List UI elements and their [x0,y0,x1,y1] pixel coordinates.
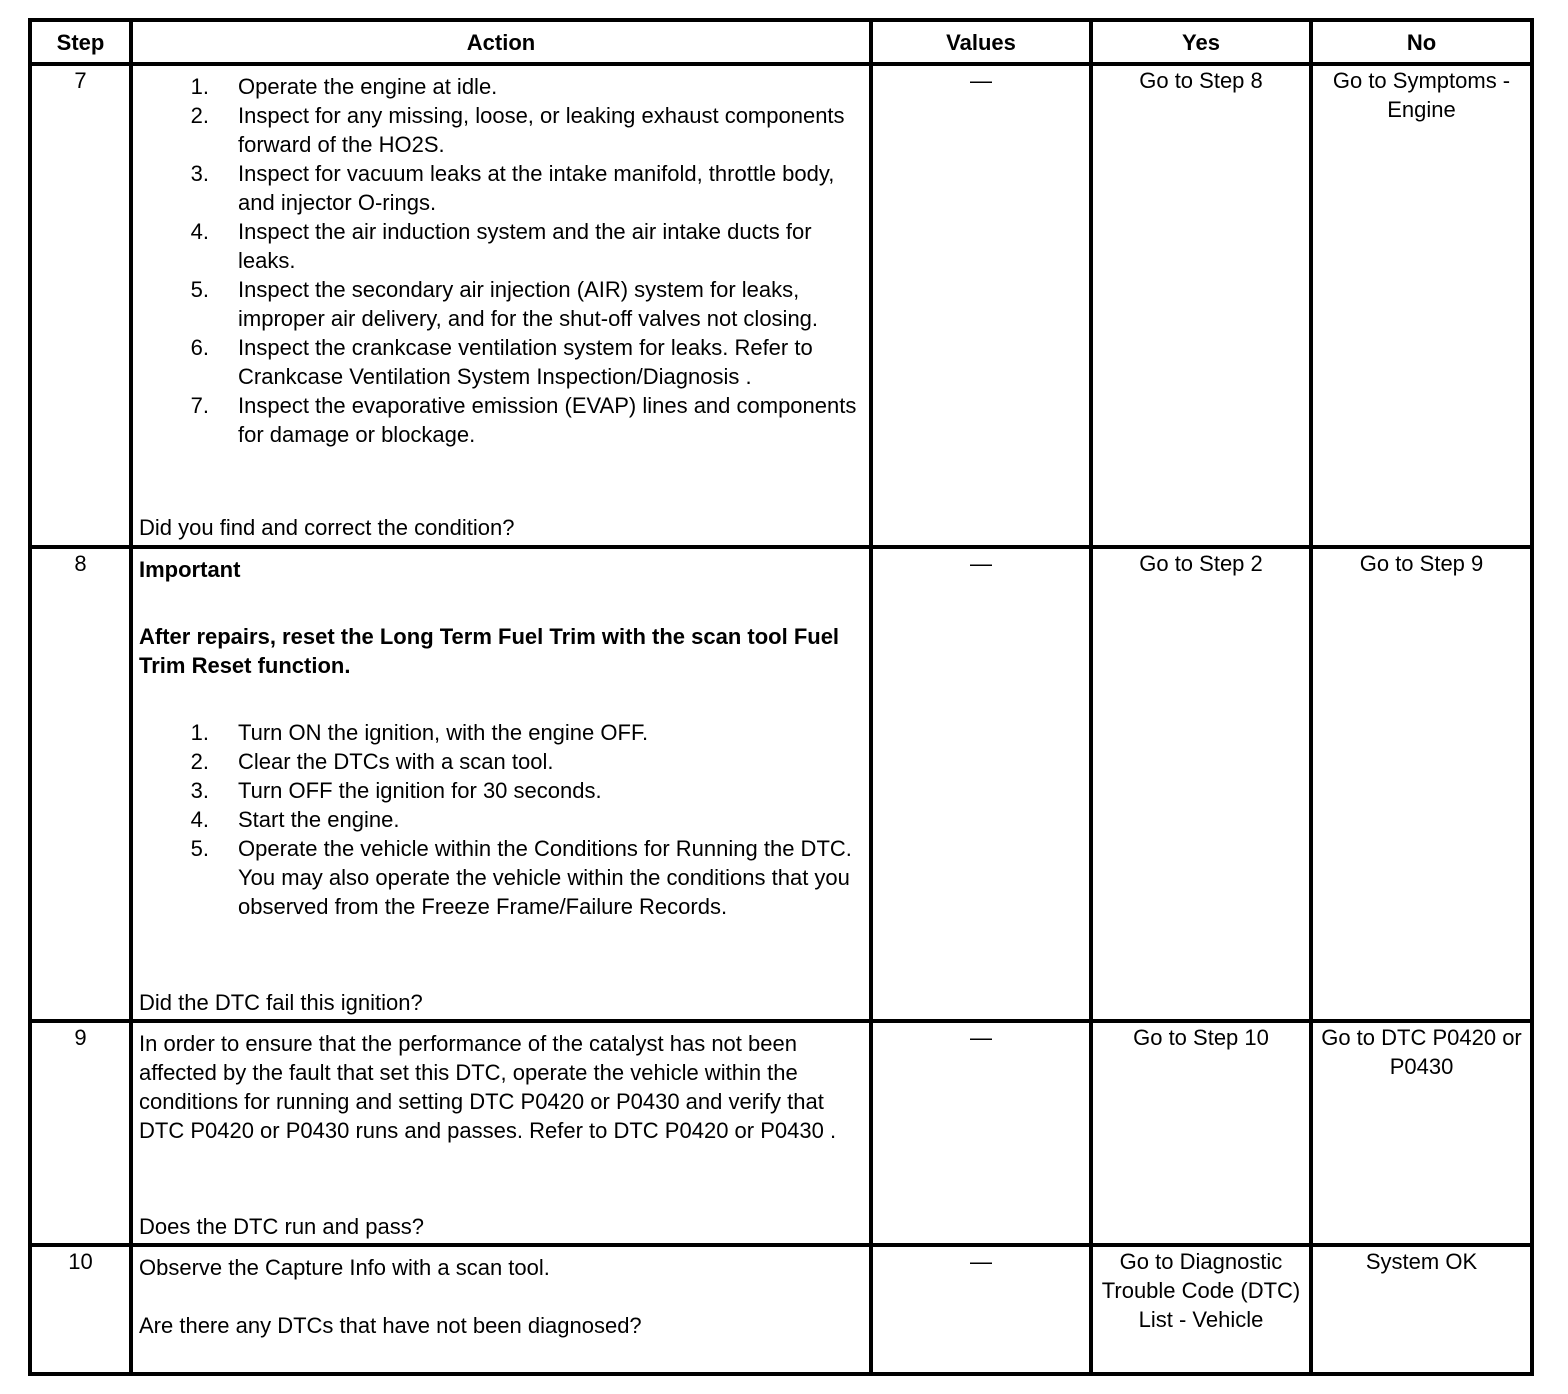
values-cell: — [871,1245,1091,1374]
action-text: In order to ensure that the performance of the catalyst has not been affected by the fault that set this DTC, operate the vehicle within the conditions for running and setting DTC P0420 or P0430 and verify that DTC P0420 or P0430 runs and passes. Refer to DTC P0420 or P0430 . [139,1031,837,1143]
action-cell [131,547,871,1021]
list-item: 4. Start the engine. [190,807,400,832]
step-question: Are there any DTCs that have not been diagnosed? [139,1313,642,1338]
no-cell: Go to Step 9 [1311,547,1532,1021]
list-item: 4. Inspect the air induction system and the air intake ducts for leaks. [190,219,812,273]
list-item: 1. Turn ON the ignition, with the engine OFF. [190,720,649,745]
action-steps-list [139,709,863,921]
list-item: 1. Operate the engine at idle. [190,74,498,99]
header-row [30,20,1532,64]
step-number: 10 [30,1245,131,1374]
values-cell: — [871,1021,1091,1245]
list-item: 7. Inspect the evaporative emission (EVAP) lines and components for damage or blockage. [190,393,857,447]
step-number: 7 [30,64,131,547]
list-item: 3. Inspect for vacuum leaks at the intake manifold, throttle body, and injector O-rings. [190,161,835,215]
action-cell [131,64,871,547]
important-note: After repairs, reset the Long Term Fuel Trim with the scan tool Fuel Trim Reset function. [139,624,840,678]
yes-cell: Go to Diagnostic Trouble Code (DTC) List - Vehicle [1091,1245,1311,1374]
step-question: Does the DTC run and pass? [139,1214,424,1239]
table-row-step-8 [30,547,1532,1021]
header-action: Action [131,20,871,64]
yes-cell: Go to Step 2 [1091,547,1311,1021]
list-item: 2. Clear the DTCs with a scan tool. [190,749,554,774]
action-cell [131,1021,871,1245]
action-cell [131,1245,871,1374]
table-row-step-9 [30,1021,1532,1245]
list-item: 6. Inspect the crankcase ventilation system for leaks. Refer to Crankcase Ventilation System Inspection/Diagnosis . [190,335,813,389]
header-values: Values [871,20,1091,64]
no-cell: System OK [1311,1245,1532,1374]
values-cell: — [871,547,1091,1021]
list-item: 3. Turn OFF the ignition for 30 seconds. [190,778,602,803]
diagnostic-table [28,18,1534,1376]
step-number: 8 [30,547,131,1021]
step-question: Did the DTC fail this ignition? [139,990,423,1015]
action-text: Observe the Capture Info with a scan tool. [139,1255,550,1280]
step-question: Did you find and correct the condition? [139,515,515,540]
action-steps-list [139,72,863,449]
header-no: No [1311,20,1532,64]
table-row-step-10 [30,1245,1532,1374]
no-cell: Go to DTC P0420 or P0430 [1311,1021,1532,1245]
list-item: 2. Inspect for any missing, loose, or leaking exhaust components forward of the HO2S. [190,103,845,157]
step-number: 9 [30,1021,131,1245]
list-item: 5. Inspect the secondary air injection (AIR) system for leaks, improper air delivery, and for the shut-off valves not closing. [190,277,819,331]
table-row-step-7 [30,64,1532,547]
header-step: Step [30,20,131,64]
no-cell: Go to Symptoms - Engine [1311,64,1532,547]
important-heading: Important [139,557,241,582]
values-cell: — [871,64,1091,547]
yes-cell: Go to Step 10 [1091,1021,1311,1245]
list-item: 5. Operate the vehicle within the Conditions for Running the DTC. You may also operate the vehicle within the conditions that you observed from the Freeze Frame/Failure Records. [190,836,852,919]
header-yes: Yes [1091,20,1311,64]
yes-cell: Go to Step 8 [1091,64,1311,547]
